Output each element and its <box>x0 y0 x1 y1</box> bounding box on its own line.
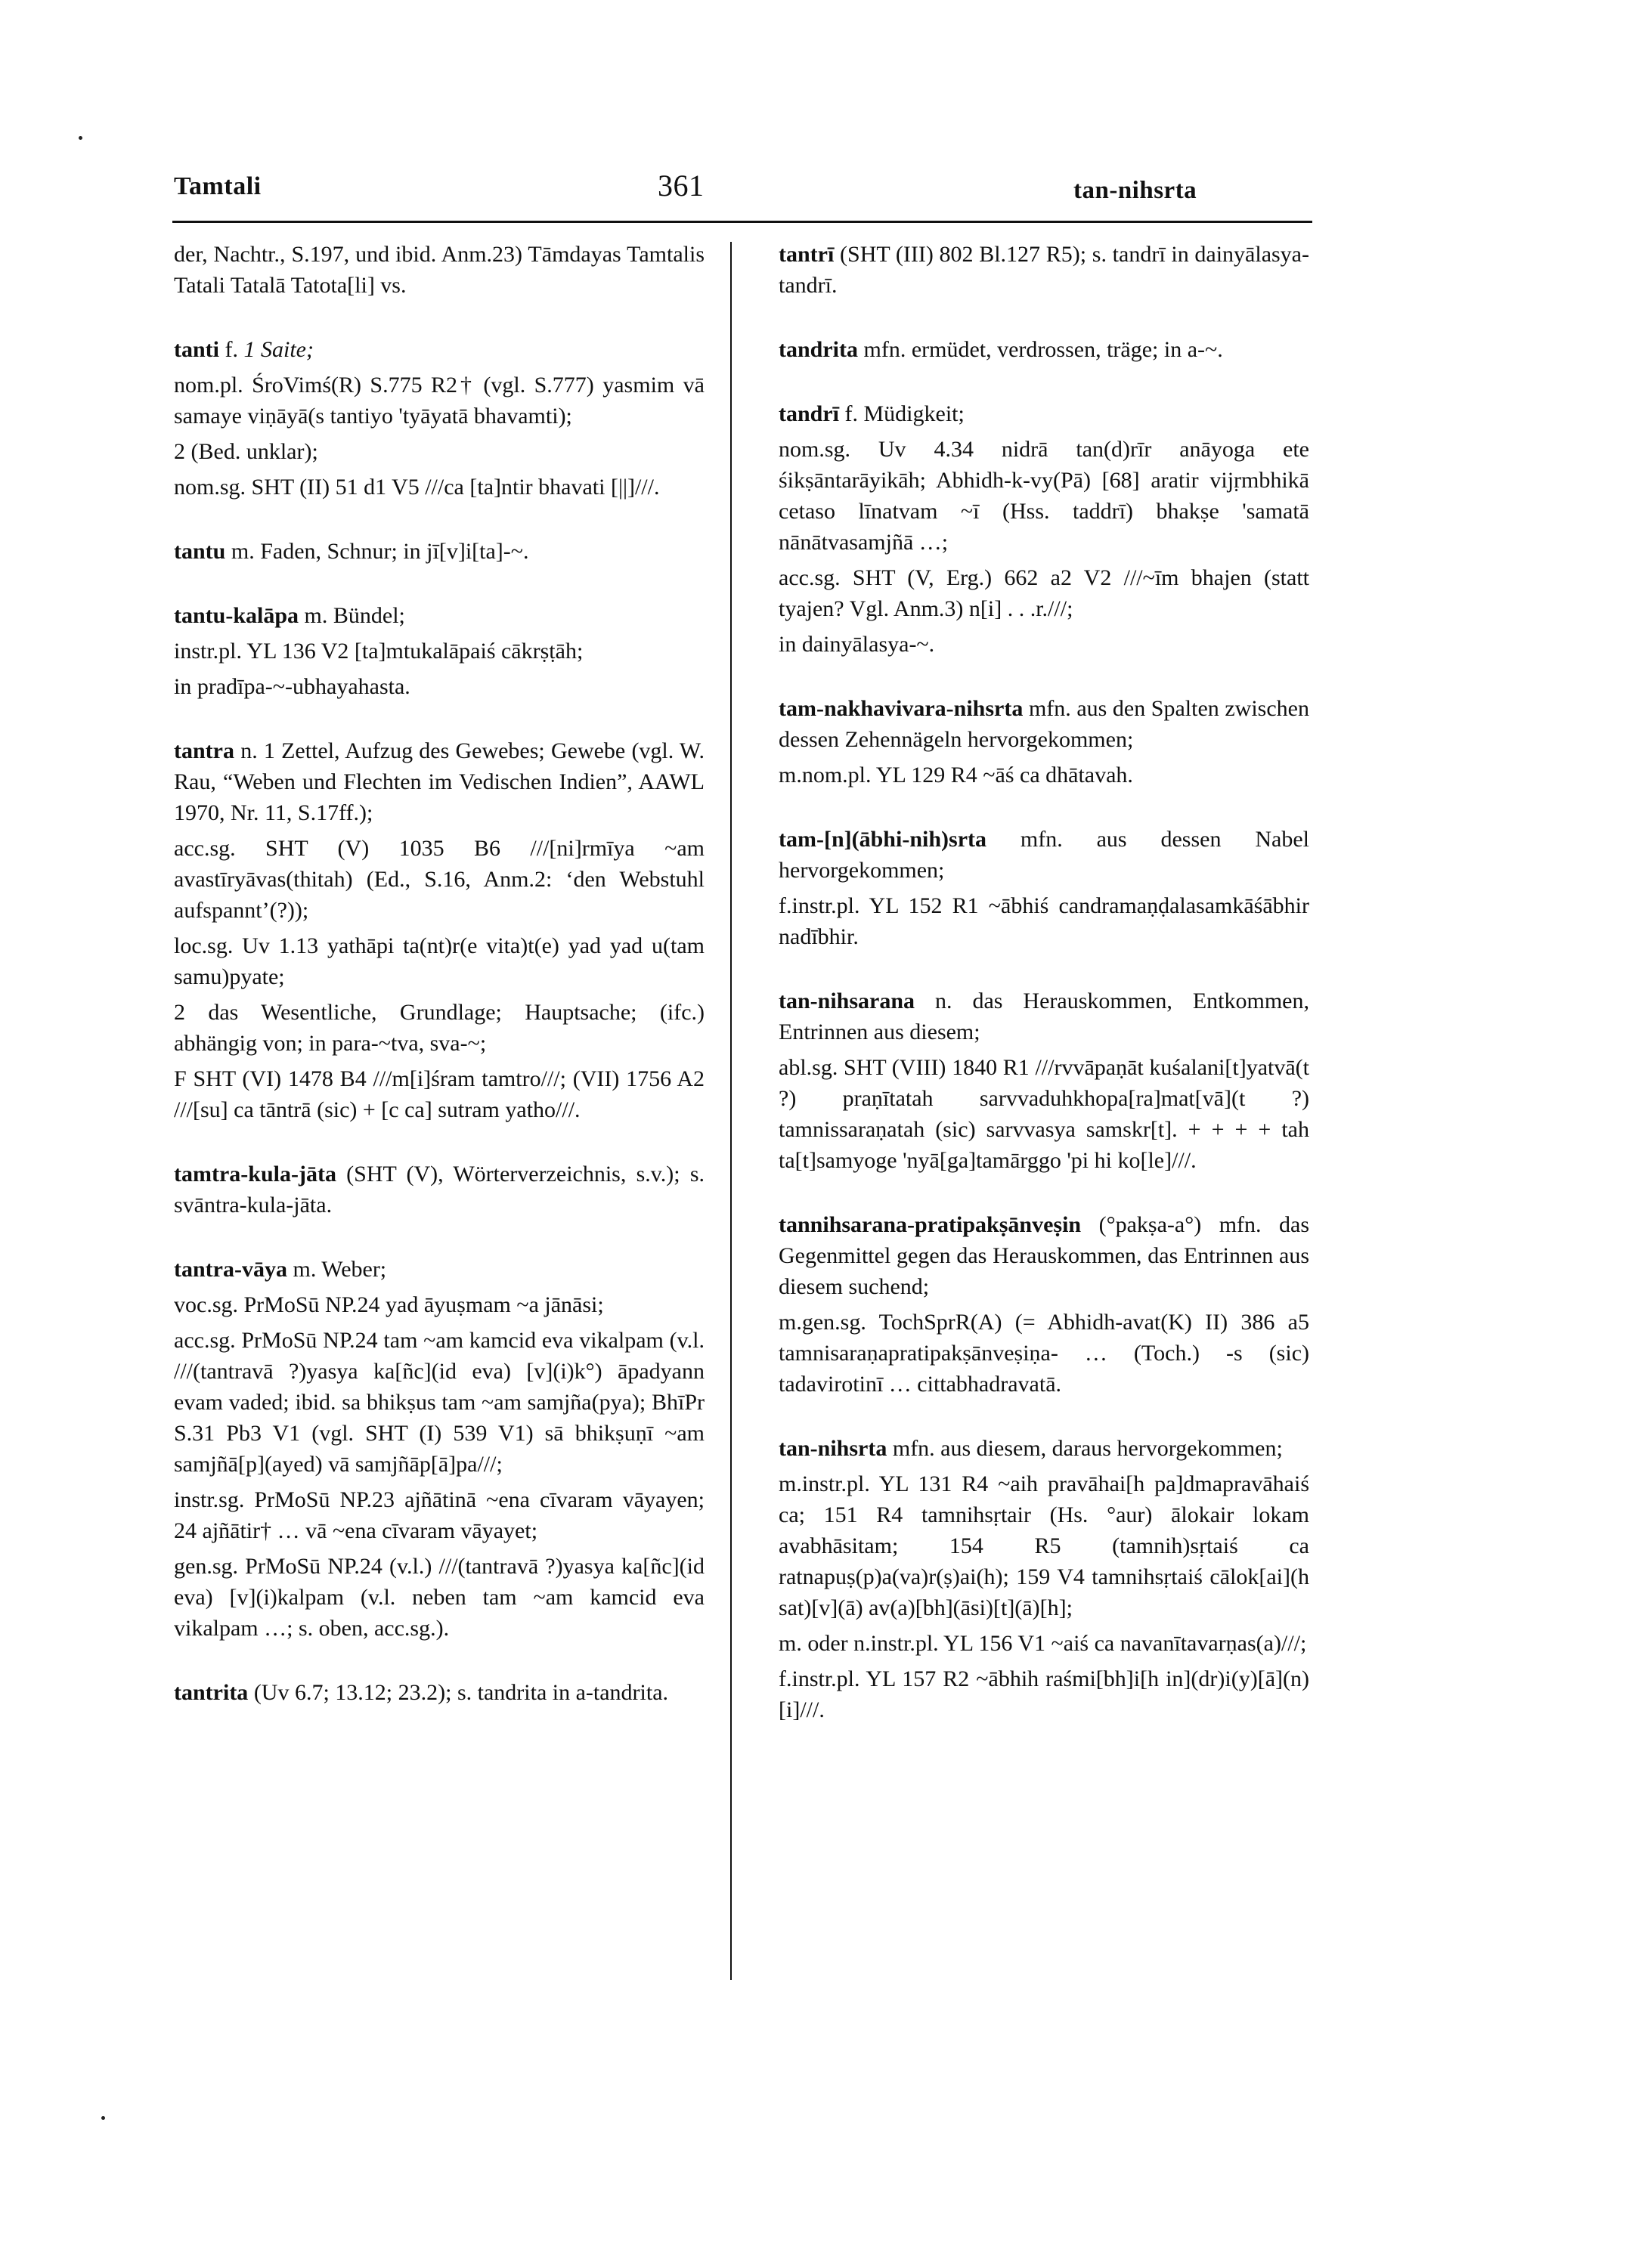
scan-speck <box>101 2116 105 2120</box>
cross-reference: in dainyālasya-~. <box>779 632 935 657</box>
citation: m. oder n.instr.pl. YL 156 V1 ~aiś ca navanītavarṇas(a)///; <box>779 1631 1307 1656</box>
entry-text: f. Müdigkeit; <box>844 401 965 426</box>
entry-tandri <box>779 398 1309 660</box>
headword: tannihsarana-pratipakṣānveṣin <box>779 1212 1082 1237</box>
entry-line <box>174 334 705 365</box>
scan-speck <box>79 136 82 140</box>
entry-line <box>174 1159 705 1221</box>
headword: tantu <box>174 539 226 564</box>
headword: tandrī <box>779 401 840 426</box>
sense: 2 (Bed. unklar); <box>174 439 318 464</box>
entry-tantra-vaya <box>174 1254 705 1644</box>
sense: 2 das Wesentliche, Grundlage; Hauptsache; (ifc.) abhängig von; in para-~tva, sva-~; <box>174 1000 705 1056</box>
citation: F SHT (VI) 1478 B4 ///m[i]śram tamtro///; (VII) 1756 A2 ///[su] ca tāntrā (sic) + [c ca] sutram yatho///. <box>174 1066 705 1122</box>
citation: instr.sg. PrMoSū NP.23 ajñātinā ~ena cīvaram vāyayen; 24 ajñātir† … vā ~ena cīvaram vāyayet; <box>174 1487 705 1543</box>
cross-reference: in pradīpa-~-ubhayahasta. <box>174 674 410 699</box>
running-head-left: Tamtali <box>174 172 262 200</box>
entry-tantra <box>174 735 705 1125</box>
citation: acc.sg. SHT (V, Erg.) 662 a2 V2 ///~īm bhajen (statt tyajen? Vgl. Anm.3) n[i] . . .r.///; <box>779 565 1309 621</box>
citation: nom.sg. SHT (II) 51 d1 V5 ///ca [ta]ntir bhavati [||]///. <box>174 475 660 500</box>
entry-tantu <box>174 536 705 567</box>
entry-line <box>174 600 705 631</box>
entry-line <box>779 398 1309 429</box>
headword: tantrī <box>779 242 835 267</box>
entry-line <box>174 1254 705 1285</box>
entry-line <box>779 239 1309 301</box>
entry-text: mfn. aus den Spalten zwischen dessen Zehennägeln hervorgekommen; <box>779 696 1309 752</box>
headword: tantra <box>174 738 234 763</box>
running-head-right: tan-nihsrta <box>1073 177 1197 204</box>
left-column <box>174 239 705 1741</box>
citation: abl.sg. SHT (VIII) 1840 R1 ///rvvāpaṇāt kuśalani[t]yatvā(t ?) praṇītatah sarvvaduhkhopa[ra]mat[vā](t ?) tamnissaraṇatah (sic) sarvvasya samskr[t]. + + + + tah ta[t]samyoge 'nyā[ga]tamārggo 'pi hi ko[le]///. <box>779 1055 1309 1173</box>
headword: tam-[n](ābhi-nih)srta <box>779 827 986 852</box>
citation: acc.sg. PrMoSū NP.24 tam ~am kamcid eva vikalpam (v.l. ///(tantravā ?)yasya ka[ñc](id eva) [v](i)k°) āpadyann evam vaded; ibid. sa bhikṣus tam ~am samjña(pya); BhīPr S.31 Pb3 V1 (vgl. SHT (I) 539 V1) sā bhikṣuṇī ~am samjñā[p](ayed) vā samjñāp[ā]pa///; <box>174 1328 705 1477</box>
entry-text: (SHT (V), Wörterverzeichnis, s.v.); s. svāntra-kula-jāta. <box>174 1162 705 1218</box>
entry-continuation <box>174 239 705 301</box>
entry-text: mfn. ermüdet, verdrossen, träge; in a-~. <box>863 337 1223 362</box>
headword: tantu-kalāpa <box>174 603 299 628</box>
entry-line <box>779 1209 1309 1302</box>
headword: tamtra-kula-jāta <box>174 1162 336 1187</box>
citation: instr.pl. YL 136 V2 [ta]mtukalāpaiś cākrṣṭāh; <box>174 639 584 664</box>
entry-line <box>174 1677 705 1708</box>
entry-text: mfn. aus diesem, daraus hervorgekommen; <box>892 1436 1283 1461</box>
entry-text: m. Bündel; <box>304 603 405 628</box>
entry-tantri <box>779 239 1309 301</box>
citation: acc.sg. SHT (V) 1035 B6 ///[ni]rmīya ~am avastīryāvas(thitah) (Ed., S.16, Anm.2: ‘den Webstuhl aufspannt’(?)); <box>174 836 705 923</box>
citation: f.instr.pl. YL 152 R1 ~ābhiś candramaṇḍalasamkāśābhir nadībhir. <box>779 893 1309 949</box>
entry-line <box>779 824 1309 886</box>
entry-text: n. das Herauskommen, Entkommen, Entrinnen aus diesem; <box>779 989 1309 1044</box>
entry-tan-nihsrta <box>779 1433 1309 1725</box>
entry-line <box>779 334 1309 365</box>
entry-text: m. Weber; <box>293 1257 387 1282</box>
headword: tantra-vāya <box>174 1257 287 1282</box>
entry-tamtra-kula-jata <box>174 1159 705 1221</box>
entry-text: n. 1 Zettel, Aufzug des Gewebes; Gewebe (vgl. W. Rau, “Weben und Flechten im Vedischen Indien”, AAWL 1970, Nr. 11, S.17ff.); <box>174 738 705 825</box>
entry-line <box>174 536 705 567</box>
citation: nom.sg. Uv 4.34 nidrā tan(d)rīr anāyoga ete śikṣāntarāyikāh; Abhidh-k-vy(Pā) [68] aratir vijṛmbhikā cetaso līnatvam ~ī (Hss. taddrī) bhakṣe 'samatā nānātvasamjñā …; <box>779 437 1309 555</box>
entry-tandrita <box>779 334 1309 365</box>
headword: tandrita <box>779 337 858 362</box>
entry-line <box>779 985 1309 1047</box>
entry-text: der, Nachtr., S.197, und ibid. Anm.23) Tāmdayas Tamtalis Tatali Tatalā Tatota[li] vs. <box>174 242 705 298</box>
right-column <box>779 239 1309 1759</box>
entry-tam-nakhavivara-nihsrta <box>779 693 1309 791</box>
citation: m.gen.sg. TochSprR(A) (= Abhidh-avat(K) II) 386 a5 tamnisaraṇapratipakṣānveṣiṇa- … (Toch.) -s (sic) tadavirotinī … cittabhadravatā. <box>779 1310 1309 1397</box>
entry-text: (SHT (III) 802 Bl.127 R5); s. tandrī in dainyālasya-tandrī. <box>779 242 1309 298</box>
header-rule <box>172 221 1312 223</box>
citation: m.instr.pl. YL 131 R4 ~aih pravāhai[h pa]dmapravāhaiś ca; 151 R4 tamnihsṛtair (Hs. °aur) ālokair lokam avabhāsitam; 154 R5 (tamnih)sṛtaiś ca ratnapuṣ(p)a(va)r(ṣ)ai(h); 159 V4 tamnihsṛtaiś cālok[ai](h sat)[v](ā) av(a)[bh](āsi)[t](ā)[h]; <box>779 1471 1309 1620</box>
entry-text: (°pakṣa-a°) mfn. das Gegenmittel gegen das Herauskommen, das Entrinnen aus diesem suchend; <box>779 1212 1310 1299</box>
citation: f.instr.pl. YL 157 R2 ~ābhih raśmi[bh]i[h in](dr)i(y)[ā](n)[i]///. <box>779 1666 1309 1722</box>
entry-text: mfn. aus dessen Nabel hervorgekommen; <box>779 827 1309 883</box>
column-divider <box>730 242 732 1980</box>
entry-text: m. Faden, Schnur; in jī[v]i[ta]-~. <box>231 539 529 564</box>
headword: tan-nihsrta <box>779 1436 887 1461</box>
entry-tanti <box>174 334 705 503</box>
entry-tannihsarana-pratipaksanvesin <box>779 1209 1309 1400</box>
entry-text: (Uv 6.7; 13.12; 23.2); s. tandrita in a-tandrita. <box>253 1680 669 1705</box>
citation: gen.sg. PrMoSū NP.24 (v.l.) ///(tantravā ?)yasya ka[ñc](id eva) [v](i)kalpam (v.l. neben tam ~am kamcid eva vikalpam …; s. oben, acc.sg.). <box>174 1554 705 1641</box>
entry-tantrita <box>174 1677 705 1708</box>
citation: loc.sg. Uv 1.13 yathāpi ta(nt)r(e vita)t(e) yad yad u(tam samu)pyate; <box>174 933 705 989</box>
citation: voc.sg. PrMoSū NP.24 yad āyuṣmam ~a jānāsi; <box>174 1292 604 1317</box>
entry-tam-nabhi-nihsrta <box>779 824 1309 952</box>
entry-line <box>779 693 1309 755</box>
entry-tan-nihsarana <box>779 985 1309 1176</box>
headword: tam-nakhavivara-nihsrta <box>779 696 1024 721</box>
headword: tan-nihsarana <box>779 989 915 1013</box>
headword: tanti <box>174 337 219 362</box>
sense: 1 Saite; <box>243 337 314 362</box>
entry-line <box>174 735 705 828</box>
headword: tantrita <box>174 1680 249 1705</box>
citation: nom.pl. ŚroVimś(R) S.775 R2† (vgl. S.777) yasmim vā samaye viṇāyā(s tantiyo 'tyāyatā bhavamti); <box>174 373 705 429</box>
citation: m.nom.pl. YL 129 R4 ~āś ca dhātavah. <box>779 763 1133 787</box>
entry-line <box>779 1433 1309 1464</box>
gram-info: f. <box>225 337 238 362</box>
entry-tantu-kalapa <box>174 600 705 702</box>
page-number: 361 <box>658 169 705 203</box>
